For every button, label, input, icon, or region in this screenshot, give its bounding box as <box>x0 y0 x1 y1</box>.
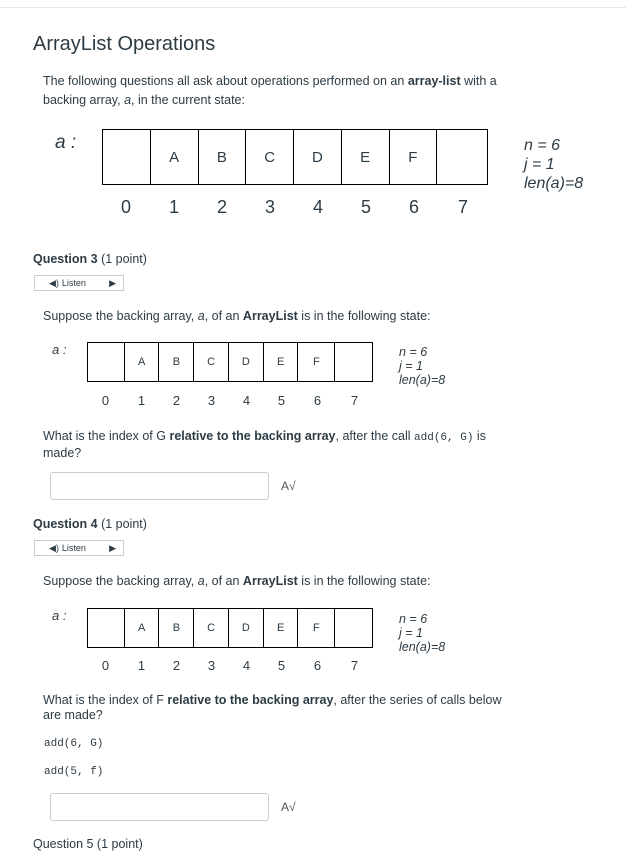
array-cell: B <box>159 609 194 647</box>
array-index: 6 <box>313 658 322 673</box>
array-cell: F <box>298 609 335 647</box>
array-index: 6 <box>408 197 419 217</box>
array-cell: B <box>159 343 194 381</box>
intro-text: The following questions all ask about operations performed on an array-list with a backing array, a, in the current state: <box>43 74 497 107</box>
array-index: 3 <box>207 658 216 673</box>
array-index: 2 <box>216 197 227 217</box>
q4-prompt: What is the index of F relative to the backing array, after the series of calls below are made? <box>43 693 502 722</box>
array-index: 3 <box>207 393 216 408</box>
array-index: 2 <box>172 393 181 408</box>
q3-array-label: a : <box>52 342 67 357</box>
array-cell: F <box>390 130 438 184</box>
listen-label: Listen <box>61 543 86 553</box>
top-array-cells <box>102 129 488 185</box>
q4-call-1: add(6, G) <box>44 738 104 750</box>
q3-answer-input[interactable] <box>50 472 269 500</box>
array-index: 7 <box>350 658 359 673</box>
q3-intro: Suppose the backing array, a, of an ArrayList is in the following state: <box>43 309 431 323</box>
array-cell: C <box>194 343 229 381</box>
q4-array-state: n = 6 j = 1 len(a)=8 <box>399 612 446 654</box>
q3-array-indices <box>87 393 373 408</box>
listen-button-q4[interactable] <box>34 540 124 556</box>
array-cell: D <box>229 343 264 381</box>
array-index: 2 <box>172 658 181 673</box>
q4-answer-input[interactable] <box>50 793 269 821</box>
array-index: 4 <box>242 393 251 408</box>
q3-array-state: n = 6 j = 1 len(a)=8 <box>399 345 446 387</box>
array-cell: E <box>342 130 390 184</box>
question-5-title: Question 5 (1 point) <box>33 837 143 851</box>
array-cell <box>88 343 125 381</box>
array-index: 0 <box>120 197 131 217</box>
array-index: 0 <box>101 393 110 408</box>
array-cell: F <box>298 343 335 381</box>
q3-prompt: What is the index of G relative to the backing array, after the call add(6, G) is made? <box>43 429 486 460</box>
array-label: a : <box>55 132 77 153</box>
q4-array-indices <box>87 658 373 673</box>
array-index: 6 <box>313 393 322 408</box>
array-index: 7 <box>350 393 359 408</box>
array-cell: A <box>125 343 160 381</box>
array-index: 0 <box>101 658 110 673</box>
q4-call-2: add(5, f) <box>44 766 104 778</box>
speaker-icon: ◀) <box>49 277 59 288</box>
array-index: 4 <box>312 197 323 217</box>
play-icon: ▶ <box>109 277 116 288</box>
array-index: 5 <box>277 658 286 673</box>
question-4-title: Question 4 (1 point) <box>33 517 147 531</box>
array-index: 5 <box>277 393 286 408</box>
array-index: 7 <box>457 197 468 217</box>
array-cell: D <box>294 130 342 184</box>
spellcheck-icon[interactable]: A√ <box>281 479 296 493</box>
array-cell: C <box>194 609 229 647</box>
array-cell: B <box>199 130 247 184</box>
question-3-title: Question 3 (1 point) <box>33 252 147 266</box>
array-state: n = 6 j = 1 len(a)=8 <box>524 137 584 192</box>
array-index: 1 <box>137 393 146 408</box>
array-index: 3 <box>264 197 275 217</box>
array-cell: E <box>264 609 299 647</box>
array-index: 1 <box>137 658 146 673</box>
array-cell: E <box>264 343 299 381</box>
top-array-indices <box>102 197 488 218</box>
array-cell <box>103 130 151 184</box>
q4-intro: Suppose the backing array, a, of an ArrayList is in the following state: <box>43 574 431 588</box>
q3-array-cells <box>87 342 373 382</box>
page-title: ArrayList Operations <box>33 33 216 55</box>
array-cell <box>88 609 125 647</box>
array-index: 4 <box>242 658 251 673</box>
array-cell: A <box>125 609 160 647</box>
array-cell: D <box>229 609 264 647</box>
array-cell <box>335 609 372 647</box>
listen-button-q3[interactable] <box>34 275 124 291</box>
top-divider <box>0 7 626 8</box>
speaker-icon: ◀) <box>49 542 59 553</box>
array-cell: C <box>246 130 294 184</box>
spellcheck-icon[interactable]: A√ <box>281 800 296 814</box>
q4-array-cells <box>87 608 373 648</box>
play-icon: ▶ <box>109 542 116 553</box>
q4-array-label: a : <box>52 608 67 623</box>
array-cell <box>335 343 372 381</box>
array-cell <box>437 130 487 184</box>
array-index: 5 <box>360 197 371 217</box>
array-cell: A <box>151 130 199 184</box>
listen-label: Listen <box>61 278 86 288</box>
array-index: 1 <box>168 197 179 217</box>
